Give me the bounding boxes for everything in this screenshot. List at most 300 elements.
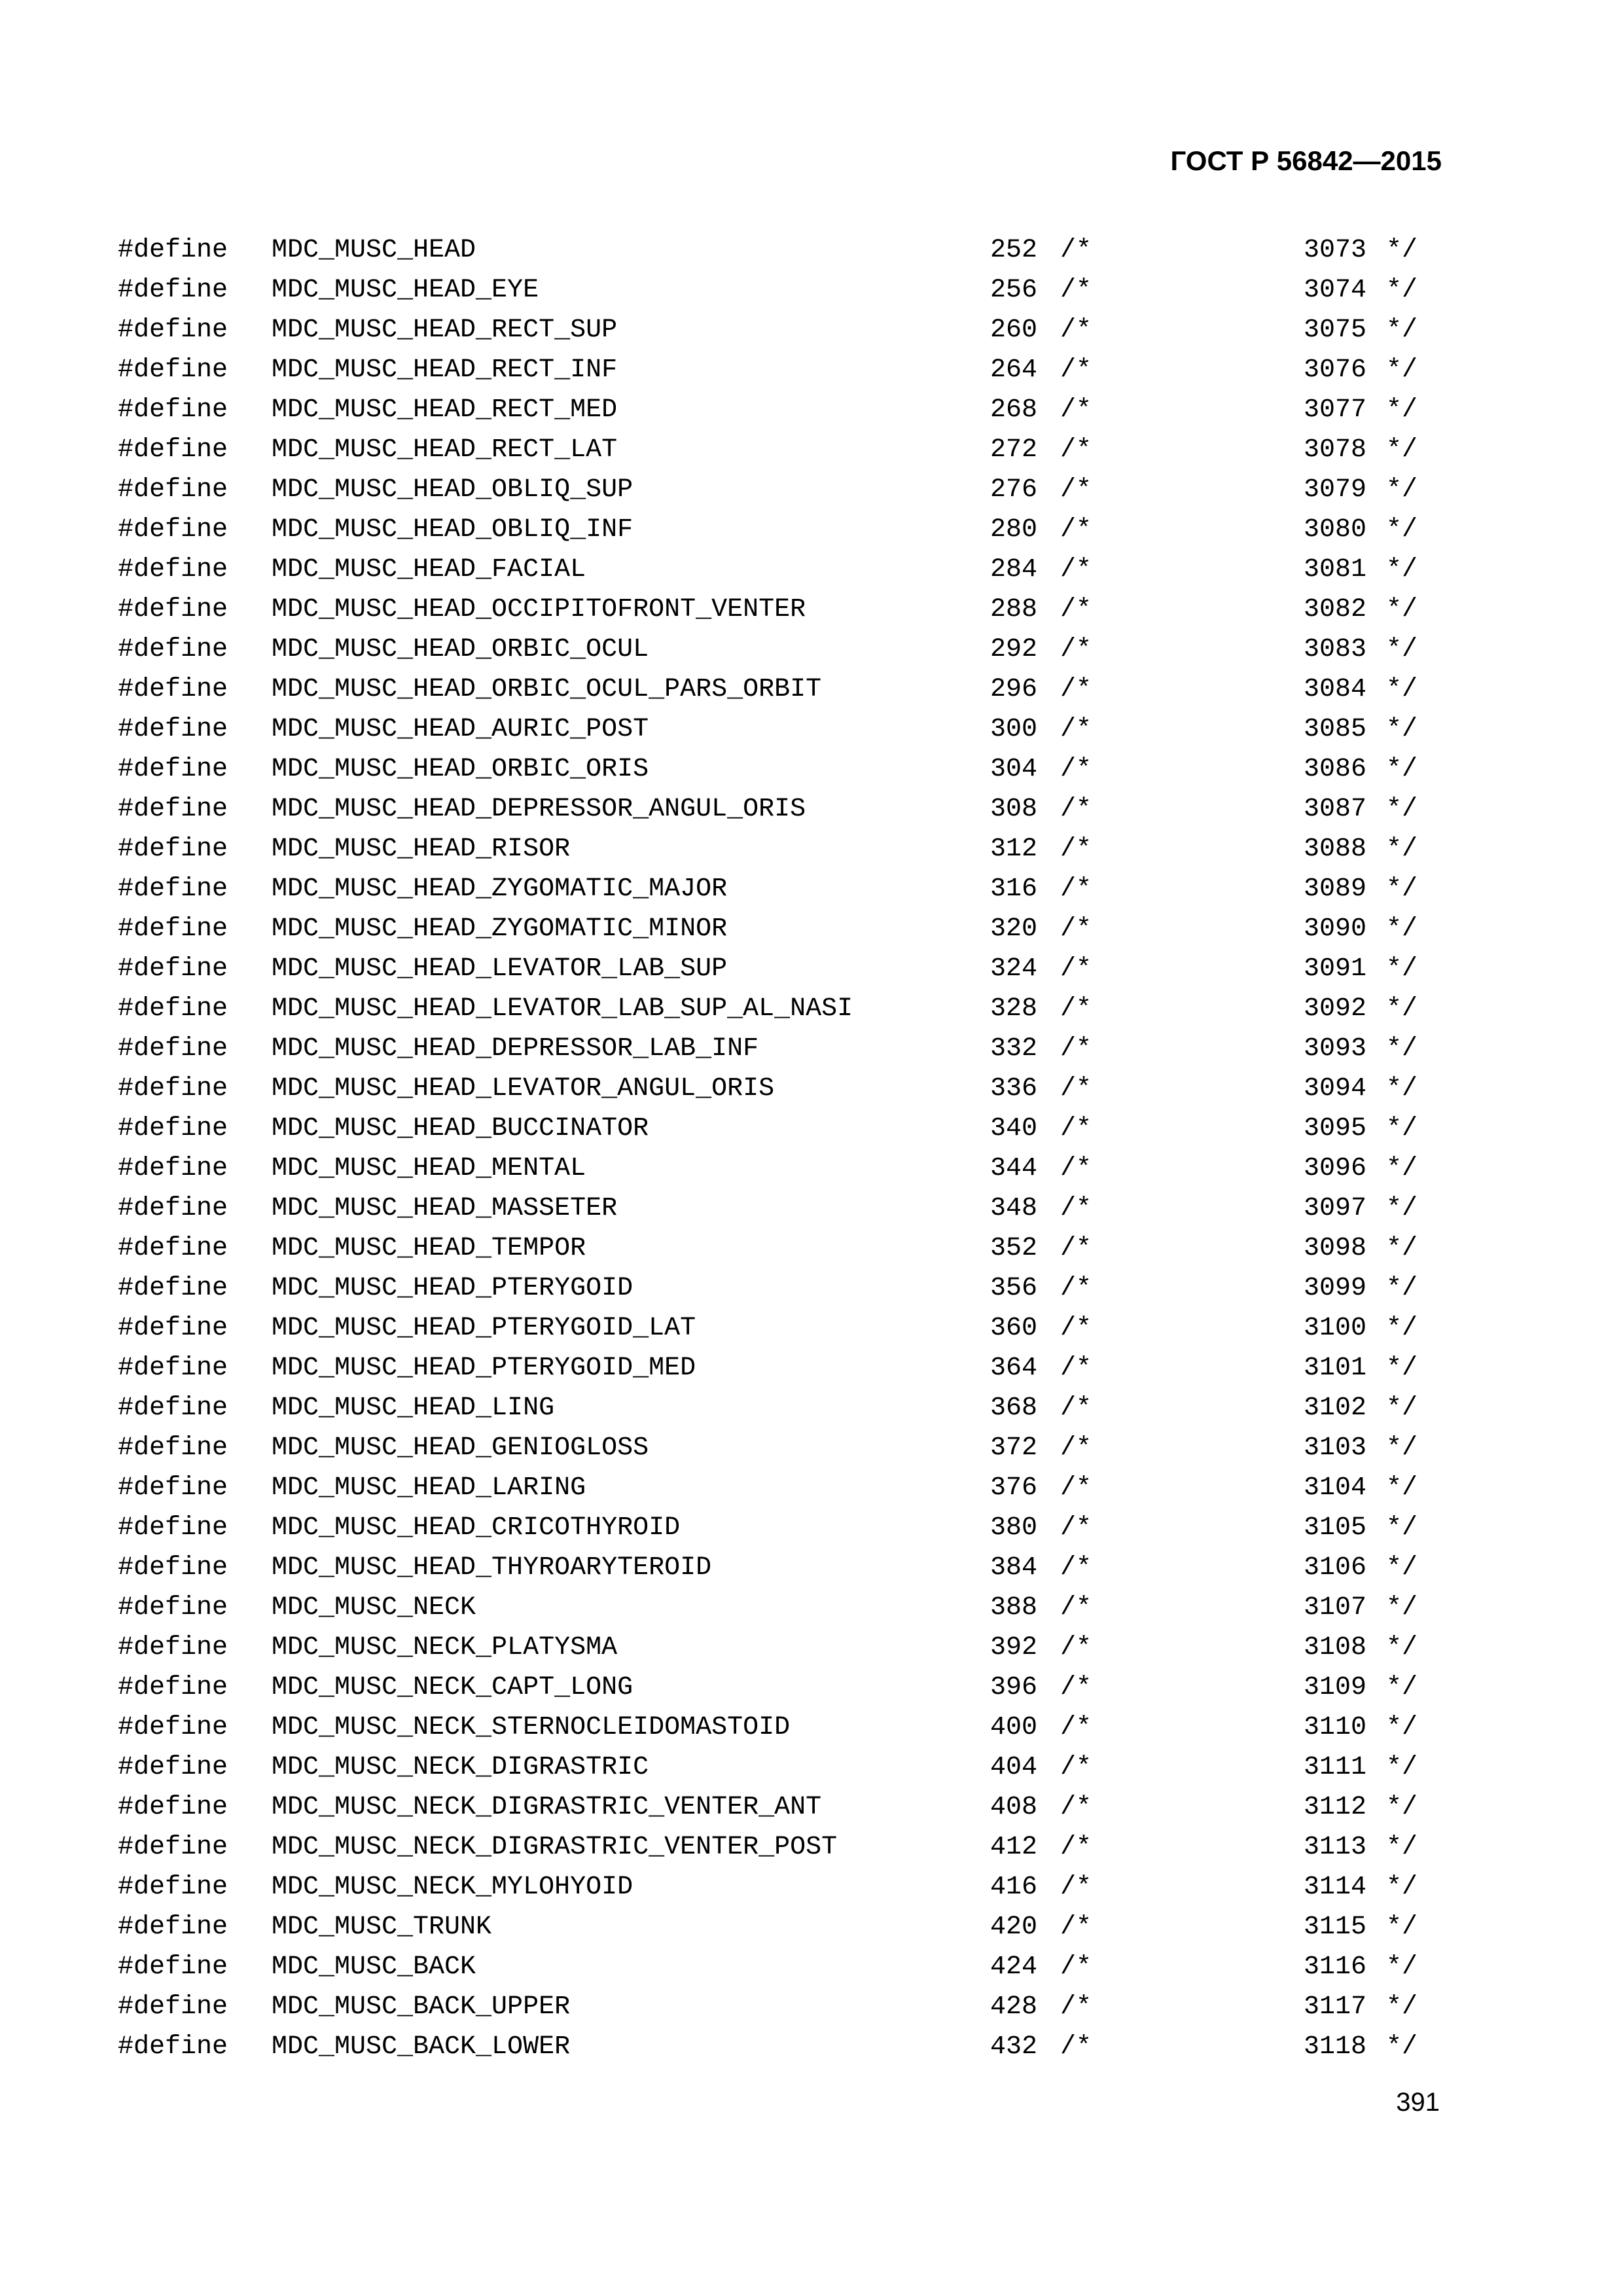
define-row <box>0 1268 1623 1308</box>
comment-number: 3107 <box>1303 1593 1366 1623</box>
comment-number: 3088 <box>1303 834 1366 864</box>
comment-number: 3113 <box>1303 1833 1366 1862</box>
define-row <box>0 630 1623 670</box>
define-row <box>0 430 1623 470</box>
comment-open: /* <box>1060 1354 1092 1383</box>
comment-close: */ <box>1386 1473 1418 1503</box>
define-row <box>0 470 1623 510</box>
comment-close: */ <box>1386 435 1418 465</box>
define-row <box>0 709 1623 749</box>
define-keyword: #define <box>118 994 228 1024</box>
comment-open: /* <box>1060 994 1092 1024</box>
define-keyword: #define <box>118 1034 228 1064</box>
define-keyword: #define <box>118 1194 228 1223</box>
comment-close: */ <box>1386 555 1418 584</box>
define-keyword: #define <box>118 1713 228 1742</box>
define-keyword: #define <box>118 1074 228 1103</box>
comment-close: */ <box>1386 1274 1418 1303</box>
comment-number: 3074 <box>1303 276 1366 305</box>
define-row <box>0 1548 1623 1588</box>
macro-name: MDC_MUSC_HEAD_RECT_LAT <box>272 435 618 465</box>
macro-name: MDC_MUSC_HEAD_PTERYGOID_LAT <box>272 1314 696 1343</box>
comment-number: 3117 <box>1303 1992 1366 2022</box>
define-keyword: #define <box>118 595 228 624</box>
comment-open: /* <box>1060 834 1092 864</box>
define-row <box>0 1468 1623 1508</box>
define-row <box>0 949 1623 989</box>
macro-name: MDC_MUSC_NECK_MYLOHYOID <box>272 1873 633 1902</box>
define-keyword: #define <box>118 315 228 345</box>
comment-number: 3097 <box>1303 1194 1366 1223</box>
define-keyword: #define <box>118 1952 228 1982</box>
macro-name: MDC_MUSC_HEAD_LEVATOR_LAB_SUP <box>272 954 728 984</box>
macro-code: 352 <box>990 1234 1037 1263</box>
macro-code: 260 <box>990 315 1037 345</box>
comment-close: */ <box>1386 475 1418 505</box>
macro-name: MDC_MUSC_HEAD_RECT_SUP <box>272 315 618 345</box>
macro-name: MDC_MUSC_HEAD_PTERYGOID <box>272 1274 633 1303</box>
comment-number: 3090 <box>1303 914 1366 944</box>
macro-code: 380 <box>990 1513 1037 1543</box>
define-row <box>0 749 1623 789</box>
macro-code: 356 <box>990 1274 1037 1303</box>
macro-code: 424 <box>990 1952 1037 1982</box>
comment-close: */ <box>1386 1833 1418 1862</box>
macro-code: 360 <box>990 1314 1037 1343</box>
macro-code: 288 <box>990 595 1037 624</box>
define-keyword: #define <box>118 874 228 904</box>
comment-open: /* <box>1060 1833 1092 1862</box>
define-keyword: #define <box>118 435 228 465</box>
define-keyword: #define <box>118 834 228 864</box>
define-row <box>0 1867 1623 1907</box>
comment-close: */ <box>1386 1952 1418 1982</box>
define-row <box>0 789 1623 829</box>
macro-name: MDC_MUSC_HEAD_LEVATOR_LAB_SUP_AL_NASI <box>272 994 853 1024</box>
macro-code: 396 <box>990 1673 1037 1702</box>
define-keyword: #define <box>118 1274 228 1303</box>
comment-close: */ <box>1386 276 1418 305</box>
comment-number: 3104 <box>1303 1473 1366 1503</box>
comment-open: /* <box>1060 1593 1092 1623</box>
comment-number: 3094 <box>1303 1074 1366 1103</box>
comment-close: */ <box>1386 874 1418 904</box>
comment-number: 3102 <box>1303 1393 1366 1423</box>
comment-close: */ <box>1386 1912 1418 1942</box>
comment-close: */ <box>1386 1074 1418 1103</box>
macro-code: 316 <box>990 874 1037 904</box>
define-row <box>0 1588 1623 1628</box>
comment-number: 3099 <box>1303 1274 1366 1303</box>
comment-close: */ <box>1386 1154 1418 1183</box>
macro-name: MDC_MUSC_HEAD <box>272 236 476 265</box>
macro-code: 428 <box>990 1992 1037 2022</box>
macro-name: MDC_MUSC_HEAD_LING <box>272 1393 555 1423</box>
define-keyword: #define <box>118 1433 228 1463</box>
comment-number: 3086 <box>1303 755 1366 784</box>
define-row <box>0 1069 1623 1109</box>
comment-open: /* <box>1060 315 1092 345</box>
comment-number: 3109 <box>1303 1673 1366 1702</box>
define-row <box>0 550 1623 590</box>
define-row <box>0 1947 1623 1987</box>
comment-number: 3114 <box>1303 1873 1366 1902</box>
macro-name: MDC_MUSC_HEAD_RISOR <box>272 834 571 864</box>
define-row <box>0 1987 1623 2027</box>
macro-name: MDC_MUSC_HEAD_LEVATOR_ANGUL_ORIS <box>272 1074 775 1103</box>
comment-number: 3073 <box>1303 236 1366 265</box>
define-row <box>0 1428 1623 1468</box>
comment-number: 3115 <box>1303 1912 1366 1942</box>
comment-open: /* <box>1060 1314 1092 1343</box>
comment-number: 3100 <box>1303 1314 1366 1343</box>
define-row <box>0 1308 1623 1348</box>
define-keyword: #define <box>118 635 228 664</box>
comment-close: */ <box>1386 715 1418 744</box>
define-row <box>0 1229 1623 1268</box>
comment-number: 3084 <box>1303 675 1366 704</box>
comment-close: */ <box>1386 1034 1418 1064</box>
comment-open: /* <box>1060 435 1092 465</box>
macro-code: 344 <box>990 1154 1037 1183</box>
comment-close: */ <box>1386 355 1418 385</box>
define-row <box>0 510 1623 550</box>
define-row <box>0 989 1623 1029</box>
comment-number: 3091 <box>1303 954 1366 984</box>
comment-close: */ <box>1386 515 1418 545</box>
comment-open: /* <box>1060 1074 1092 1103</box>
comment-number: 3080 <box>1303 515 1366 545</box>
macro-code: 388 <box>990 1593 1037 1623</box>
define-row <box>0 670 1623 709</box>
comment-close: */ <box>1386 236 1418 265</box>
comment-number: 3095 <box>1303 1114 1366 1143</box>
macro-code: 280 <box>990 515 1037 545</box>
define-keyword: #define <box>118 1873 228 1902</box>
comment-open: /* <box>1060 1393 1092 1423</box>
macro-name: MDC_MUSC_HEAD_RECT_MED <box>272 395 618 425</box>
define-row <box>0 1508 1623 1548</box>
macro-name: MDC_MUSC_HEAD_ZYGOMATIC_MAJOR <box>272 874 728 904</box>
comment-number: 3111 <box>1303 1753 1366 1782</box>
comment-number: 3075 <box>1303 315 1366 345</box>
comment-open: /* <box>1060 276 1092 305</box>
comment-close: */ <box>1386 1873 1418 1902</box>
comment-open: /* <box>1060 1992 1092 2022</box>
define-row <box>0 1708 1623 1748</box>
define-keyword: #define <box>118 555 228 584</box>
macro-name: MDC_MUSC_NECK_CAPT_LONG <box>272 1673 633 1702</box>
comment-close: */ <box>1386 1513 1418 1543</box>
define-keyword: #define <box>118 715 228 744</box>
macro-name: MDC_MUSC_HEAD_DEPRESSOR_ANGUL_ORIS <box>272 795 806 824</box>
comment-close: */ <box>1386 1553 1418 1583</box>
comment-number: 3116 <box>1303 1952 1366 1982</box>
define-keyword: #define <box>118 1473 228 1503</box>
macro-name: MDC_MUSC_HEAD_MASSETER <box>272 1194 618 1223</box>
define-keyword: #define <box>118 1833 228 1862</box>
macro-name: MDC_MUSC_HEAD_ORBIC_OCUL <box>272 635 649 664</box>
define-keyword: #define <box>118 1793 228 1822</box>
macro-code: 420 <box>990 1912 1037 1942</box>
macro-code: 264 <box>990 355 1037 385</box>
define-keyword: #define <box>118 355 228 385</box>
comment-open: /* <box>1060 236 1092 265</box>
macro-code: 348 <box>990 1194 1037 1223</box>
macro-name: MDC_MUSC_HEAD_BUCCINATOR <box>272 1114 649 1143</box>
macro-name: MDC_MUSC_HEAD_AURIC_POST <box>272 715 649 744</box>
comment-open: /* <box>1060 1873 1092 1902</box>
comment-open: /* <box>1060 795 1092 824</box>
define-row <box>0 1388 1623 1428</box>
macro-code: 304 <box>990 755 1037 784</box>
macro-code: 328 <box>990 994 1037 1024</box>
define-keyword: #define <box>118 515 228 545</box>
comment-open: /* <box>1060 1713 1092 1742</box>
comment-open: /* <box>1060 1114 1092 1143</box>
comment-open: /* <box>1060 1793 1092 1822</box>
define-keyword: #define <box>118 1753 228 1782</box>
comment-number: 3108 <box>1303 1633 1366 1662</box>
macro-name: MDC_MUSC_HEAD_EYE <box>272 276 539 305</box>
standard-header: ГОСТ Р 56842—2015 <box>1170 145 1442 176</box>
define-row <box>0 1149 1623 1189</box>
comment-open: /* <box>1060 1473 1092 1503</box>
comment-open: /* <box>1060 1753 1092 1782</box>
define-keyword: #define <box>118 914 228 944</box>
define-keyword: #define <box>118 395 228 425</box>
define-row <box>0 1668 1623 1708</box>
comment-number: 3112 <box>1303 1793 1366 1822</box>
comment-close: */ <box>1386 755 1418 784</box>
comment-number: 3087 <box>1303 795 1366 824</box>
comment-open: /* <box>1060 395 1092 425</box>
define-keyword: #define <box>118 1673 228 1702</box>
comment-close: */ <box>1386 2032 1418 2062</box>
define-row <box>0 270 1623 310</box>
comment-close: */ <box>1386 994 1418 1024</box>
macro-name: MDC_MUSC_TRUNK <box>272 1912 492 1942</box>
define-row <box>0 2027 1623 2067</box>
comment-open: /* <box>1060 755 1092 784</box>
comment-open: /* <box>1060 1154 1092 1183</box>
define-row <box>0 310 1623 350</box>
macro-name: MDC_MUSC_BACK <box>272 1952 476 1982</box>
define-keyword: #define <box>118 675 228 704</box>
macro-name: MDC_MUSC_HEAD_ORBIC_ORIS <box>272 755 649 784</box>
comment-close: */ <box>1386 1713 1418 1742</box>
comment-close: */ <box>1386 1793 1418 1822</box>
comment-open: /* <box>1060 1952 1092 1982</box>
comment-close: */ <box>1386 1992 1418 2022</box>
comment-open: /* <box>1060 555 1092 584</box>
comment-close: */ <box>1386 1393 1418 1423</box>
define-keyword: #define <box>118 755 228 784</box>
comment-close: */ <box>1386 1194 1418 1223</box>
macro-name: MDC_MUSC_HEAD_RECT_INF <box>272 355 618 385</box>
macro-code: 368 <box>990 1393 1037 1423</box>
define-row <box>0 909 1623 949</box>
comment-number: 3082 <box>1303 595 1366 624</box>
macro-name: MDC_MUSC_NECK <box>272 1593 476 1623</box>
comment-open: /* <box>1060 1912 1092 1942</box>
comment-close: */ <box>1386 954 1418 984</box>
comment-number: 3093 <box>1303 1034 1366 1064</box>
macro-code: 312 <box>990 834 1037 864</box>
comment-open: /* <box>1060 515 1092 545</box>
comment-close: */ <box>1386 1593 1418 1623</box>
macro-code: 292 <box>990 635 1037 664</box>
comment-open: /* <box>1060 635 1092 664</box>
macro-name: MDC_MUSC_HEAD_LARING <box>272 1473 586 1503</box>
define-keyword: #define <box>118 1593 228 1623</box>
define-keyword: #define <box>118 1114 228 1143</box>
macro-code: 296 <box>990 675 1037 704</box>
macro-name: MDC_MUSC_HEAD_GENIOGLOSS <box>272 1433 649 1463</box>
define-row <box>0 1787 1623 1827</box>
macro-name: MDC_MUSC_BACK_LOWER <box>272 2032 571 2062</box>
comment-open: /* <box>1060 1553 1092 1583</box>
macro-code: 272 <box>990 435 1037 465</box>
macro-name: MDC_MUSC_HEAD_DEPRESSOR_LAB_INF <box>272 1034 759 1064</box>
macro-code: 376 <box>990 1473 1037 1503</box>
comment-open: /* <box>1060 2032 1092 2062</box>
comment-close: */ <box>1386 1753 1418 1782</box>
macro-name: MDC_MUSC_NECK_DIGRASTRIC_VENTER_ANT <box>272 1793 822 1822</box>
comment-number: 3092 <box>1303 994 1366 1024</box>
comment-close: */ <box>1386 315 1418 345</box>
comment-number: 3085 <box>1303 715 1366 744</box>
define-keyword: #define <box>118 1314 228 1343</box>
define-keyword: #define <box>118 276 228 305</box>
macro-name: MDC_MUSC_HEAD_FACIAL <box>272 555 586 584</box>
define-keyword: #define <box>118 1992 228 2022</box>
macro-code: 384 <box>990 1553 1037 1583</box>
define-row <box>0 1029 1623 1069</box>
define-keyword: #define <box>118 1513 228 1543</box>
macro-name: MDC_MUSC_HEAD_OBLIQ_INF <box>272 515 633 545</box>
macro-name: MDC_MUSC_HEAD_OCCIPITOFRONT_VENTER <box>272 595 806 624</box>
define-row <box>0 590 1623 630</box>
macro-code: 372 <box>990 1433 1037 1463</box>
macro-name: MDC_MUSC_HEAD_ZYGOMATIC_MINOR <box>272 914 728 944</box>
comment-open: /* <box>1060 1234 1092 1263</box>
define-keyword: #define <box>118 795 228 824</box>
comment-close: */ <box>1386 635 1418 664</box>
comment-number: 3101 <box>1303 1354 1366 1383</box>
define-row <box>0 390 1623 430</box>
macro-code: 432 <box>990 2032 1037 2062</box>
define-keyword: #define <box>118 1154 228 1183</box>
macro-code: 392 <box>990 1633 1037 1662</box>
define-keyword: #define <box>118 1393 228 1423</box>
comment-number: 3081 <box>1303 555 1366 584</box>
comment-open: /* <box>1060 1633 1092 1662</box>
comment-number: 3079 <box>1303 475 1366 505</box>
define-row <box>0 1109 1623 1149</box>
comment-close: */ <box>1386 1314 1418 1343</box>
comment-open: /* <box>1060 1274 1092 1303</box>
macro-code: 336 <box>990 1074 1037 1103</box>
macro-code: 276 <box>990 475 1037 505</box>
macro-name: MDC_MUSC_HEAD_MENTAL <box>272 1154 586 1183</box>
comment-close: */ <box>1386 1433 1418 1463</box>
macro-name: MDC_MUSC_HEAD_OBLIQ_SUP <box>272 475 633 505</box>
comment-number: 3098 <box>1303 1234 1366 1263</box>
comment-close: */ <box>1386 395 1418 425</box>
define-row <box>0 350 1623 390</box>
define-keyword: #define <box>118 1234 228 1263</box>
define-row <box>0 1628 1623 1668</box>
define-keyword: #define <box>118 1912 228 1942</box>
define-keyword: #define <box>118 1553 228 1583</box>
macro-code: 324 <box>990 954 1037 984</box>
macro-code: 400 <box>990 1713 1037 1742</box>
macro-name: MDC_MUSC_BACK_UPPER <box>272 1992 571 2022</box>
comment-number: 3077 <box>1303 395 1366 425</box>
comment-close: */ <box>1386 1114 1418 1143</box>
macro-name: MDC_MUSC_HEAD_TEMPOR <box>272 1234 586 1263</box>
define-row <box>0 1748 1623 1787</box>
comment-open: /* <box>1060 914 1092 944</box>
comment-open: /* <box>1060 675 1092 704</box>
comment-number: 3089 <box>1303 874 1366 904</box>
macro-code: 408 <box>990 1793 1037 1822</box>
macro-code: 332 <box>990 1034 1037 1064</box>
define-row <box>0 1907 1623 1947</box>
comment-open: /* <box>1060 595 1092 624</box>
define-row <box>0 1827 1623 1867</box>
comment-close: */ <box>1386 834 1418 864</box>
macro-code: 284 <box>990 555 1037 584</box>
comment-close: */ <box>1386 1633 1418 1662</box>
macro-code: 252 <box>990 236 1037 265</box>
define-row <box>0 869 1623 909</box>
define-keyword: #define <box>118 1633 228 1662</box>
comment-number: 3103 <box>1303 1433 1366 1463</box>
comment-open: /* <box>1060 1034 1092 1064</box>
macro-code: 268 <box>990 395 1037 425</box>
macro-code: 416 <box>990 1873 1037 1902</box>
comment-close: */ <box>1386 675 1418 704</box>
comment-open: /* <box>1060 1673 1092 1702</box>
define-row <box>0 829 1623 869</box>
comment-number: 3076 <box>1303 355 1366 385</box>
comment-number: 3110 <box>1303 1713 1366 1742</box>
define-keyword: #define <box>118 1354 228 1383</box>
macro-code: 412 <box>990 1833 1037 1862</box>
comment-number: 3078 <box>1303 435 1366 465</box>
macro-code: 364 <box>990 1354 1037 1383</box>
macro-name: MDC_MUSC_HEAD_THYROARYTEROID <box>272 1553 712 1583</box>
comment-open: /* <box>1060 954 1092 984</box>
comment-number: 3083 <box>1303 635 1366 664</box>
comment-open: /* <box>1060 1513 1092 1543</box>
comment-number: 3106 <box>1303 1553 1366 1583</box>
define-row <box>0 1348 1623 1388</box>
comment-close: */ <box>1386 1673 1418 1702</box>
comment-close: */ <box>1386 795 1418 824</box>
define-list <box>0 230 1623 2067</box>
page-number: 391 <box>1396 2088 1440 2117</box>
macro-code: 308 <box>990 795 1037 824</box>
comment-number: 3105 <box>1303 1513 1366 1543</box>
comment-number: 3118 <box>1303 2032 1366 2062</box>
define-keyword: #define <box>118 236 228 265</box>
comment-open: /* <box>1060 715 1092 744</box>
comment-close: */ <box>1386 914 1418 944</box>
macro-name: MDC_MUSC_HEAD_ORBIC_OCUL_PARS_ORBIT <box>272 675 822 704</box>
